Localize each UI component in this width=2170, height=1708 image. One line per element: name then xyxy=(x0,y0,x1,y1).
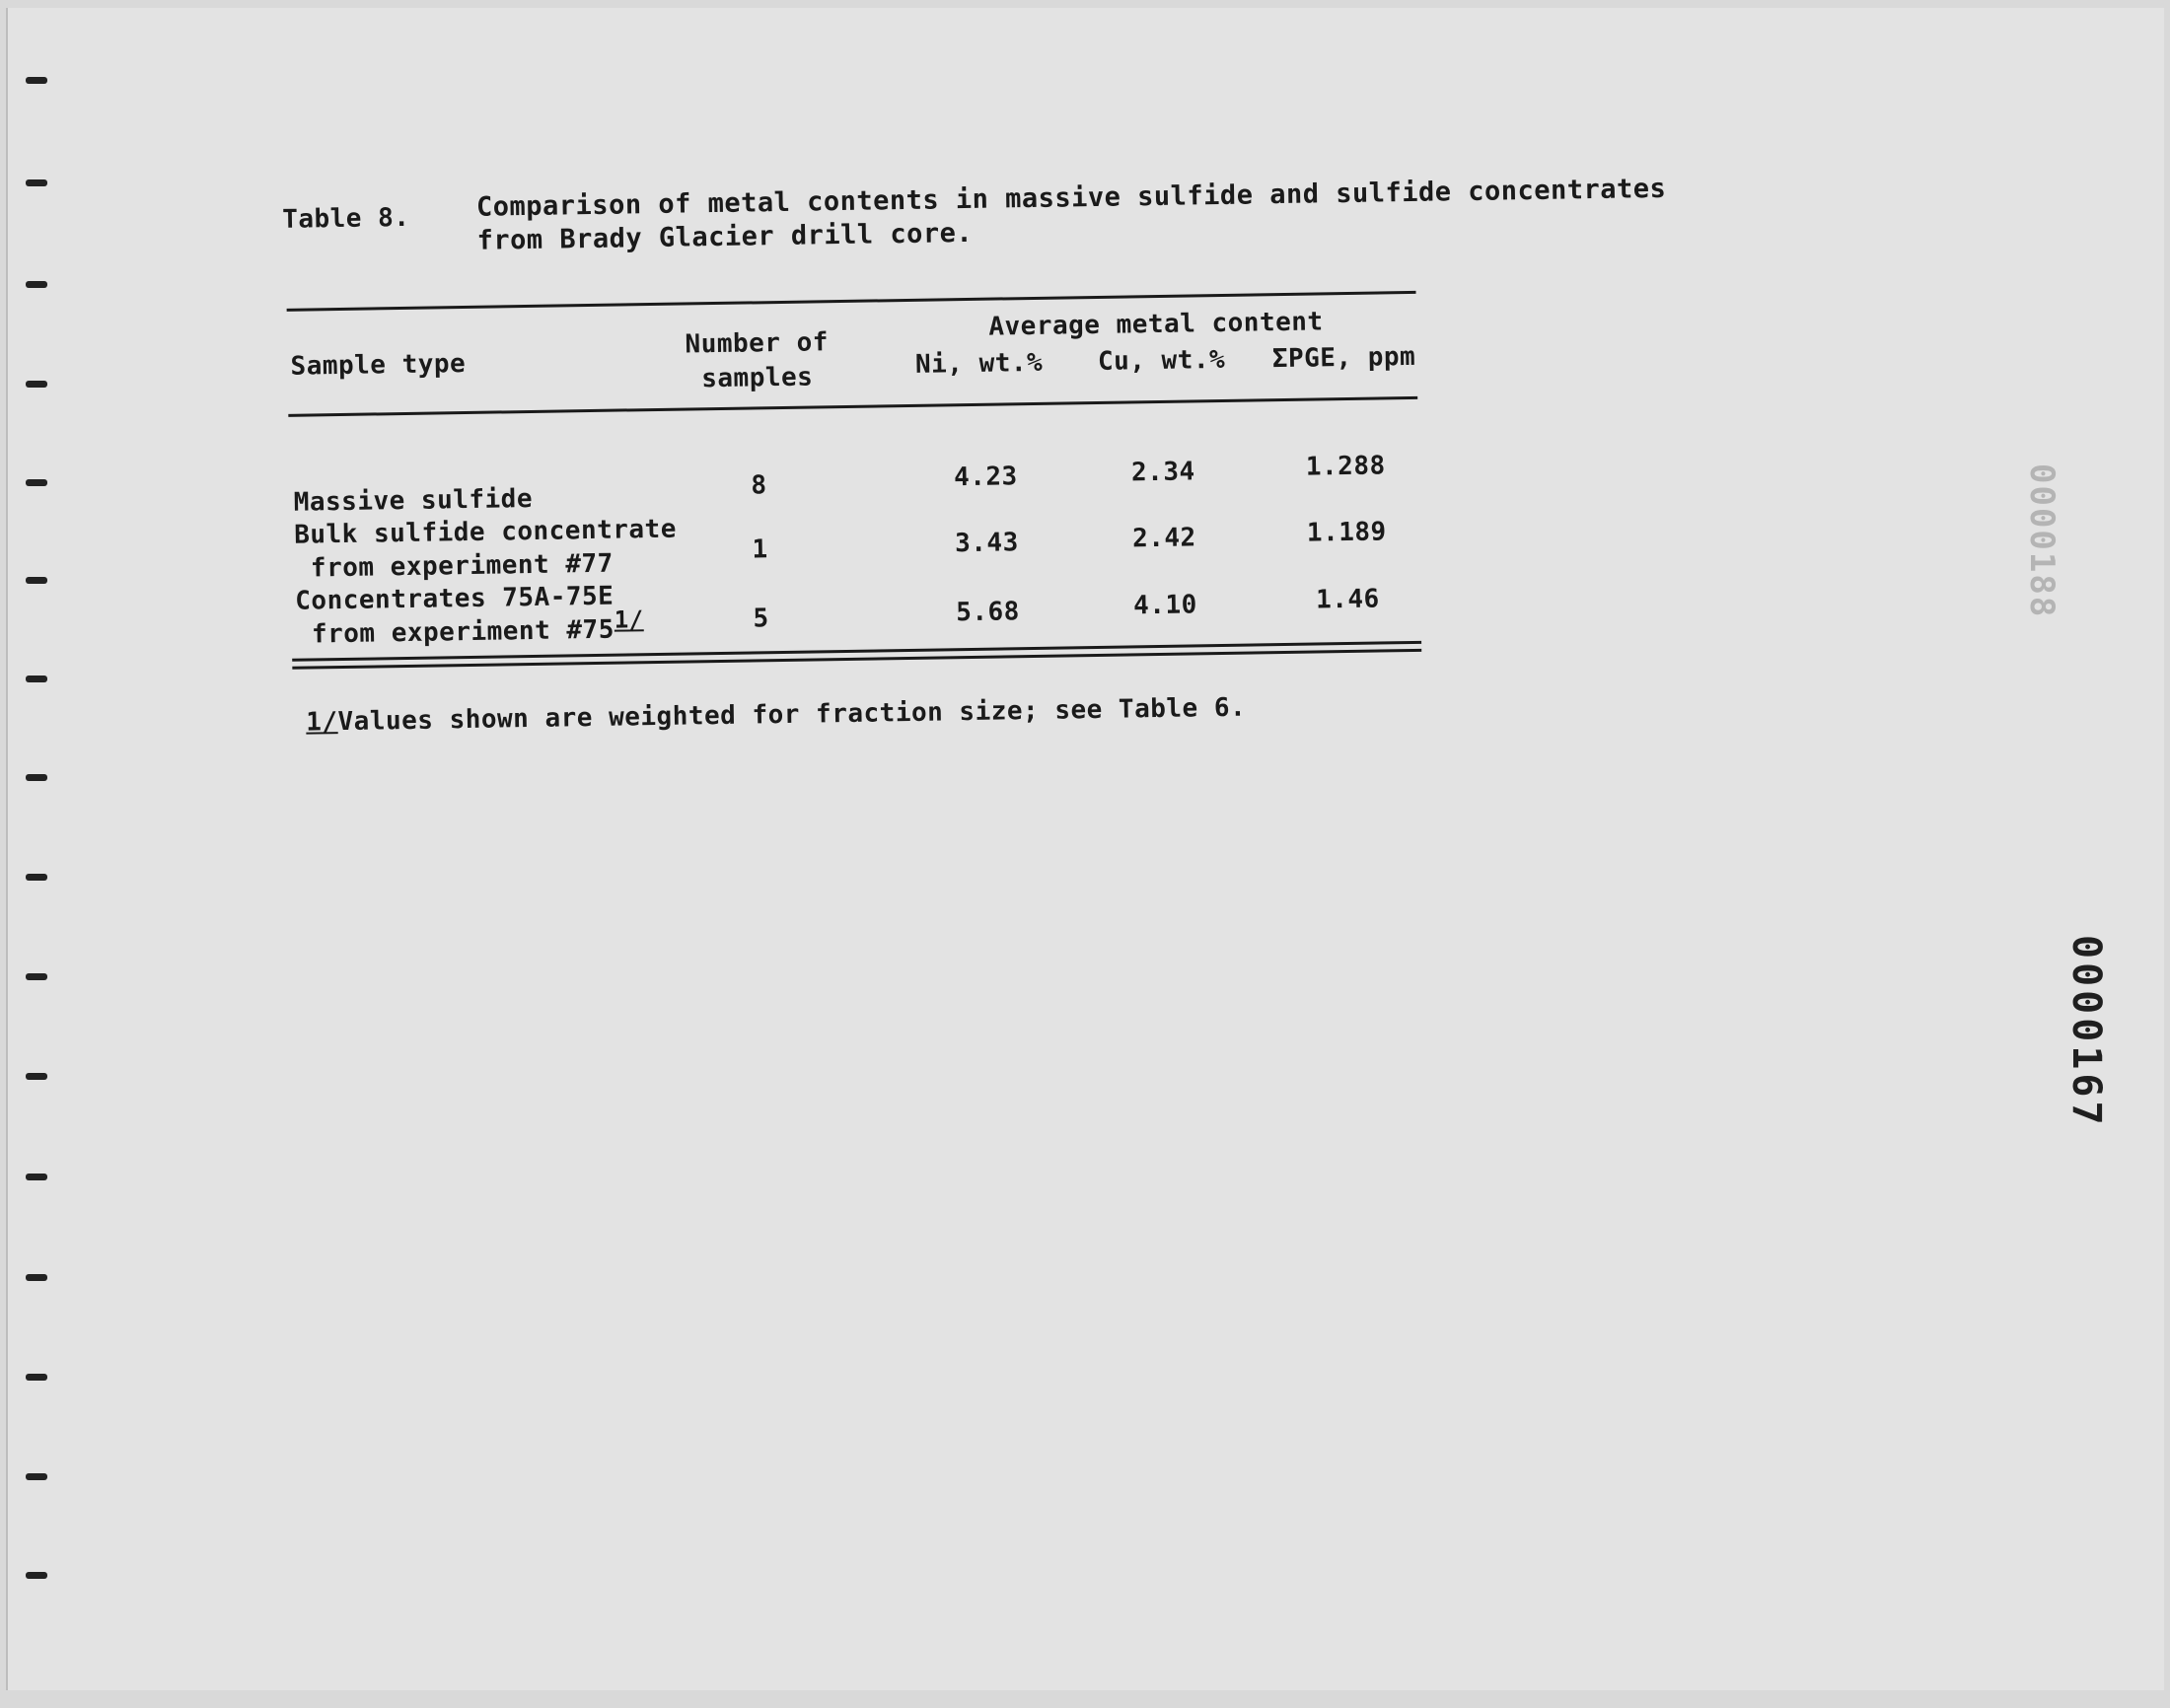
row-3-label-text: from experiment #75 xyxy=(295,614,615,650)
table-caption-line-1: Comparison of metal contents in massive sulfide and sulfide concentrates xyxy=(475,173,1667,223)
header-pge: ΣPGE, ppm xyxy=(1271,341,1416,375)
header-number-line-2: samples xyxy=(701,362,814,394)
header-average-metal-content: Average metal content xyxy=(988,307,1324,342)
row-3-sample-type-line-1: Concentrates 75A-75E xyxy=(295,581,615,616)
row-2-sample-type-line-2: from experiment #77 xyxy=(294,548,615,584)
header-rule xyxy=(288,396,1417,417)
row-2-number: 1 xyxy=(752,534,768,565)
table-label: Table 8. xyxy=(281,202,410,235)
header-cu: Cu, wt.% xyxy=(1097,344,1226,377)
row-2-ni: 3.43 xyxy=(954,528,1019,559)
row-3-footnote-ref: 1/ xyxy=(614,605,644,634)
row-1-pge: 1.288 xyxy=(1305,451,1386,482)
row-1-number: 8 xyxy=(751,470,767,501)
footnote-mark: 1/ xyxy=(305,707,338,738)
footnote xyxy=(306,693,1246,738)
header-ni: Ni, wt.% xyxy=(914,347,1044,380)
row-3-pge: 1.46 xyxy=(1315,584,1380,615)
header-number-line-1: Number of xyxy=(685,327,830,360)
row-1-cu: 2.34 xyxy=(1130,457,1195,488)
row-1-ni: 4.23 xyxy=(953,462,1018,493)
row-2-pge: 1.189 xyxy=(1306,517,1387,548)
archive-stamp: 0000167 xyxy=(2063,935,2109,1129)
row-2-cu: 2.42 xyxy=(1131,523,1196,554)
archive-stamp-faint: 0000188 xyxy=(2022,463,2062,619)
footnote-text: Values shown are weighted for fraction size; see Table 6. xyxy=(337,692,1247,738)
row-1-sample-type: Massive sulfide xyxy=(293,483,534,518)
row-2-sample-type-line-1: Bulk sulfide concentrate xyxy=(293,514,678,550)
header-sample-type: Sample type xyxy=(290,349,467,382)
row-3-sample-type-line-2 xyxy=(295,605,644,650)
row-3-ni: 5.68 xyxy=(955,597,1021,628)
row-3-cu: 4.10 xyxy=(1132,590,1197,621)
table-caption-line-2: from Brady Glacier drill core. xyxy=(476,217,974,256)
row-3-number: 5 xyxy=(753,604,769,634)
